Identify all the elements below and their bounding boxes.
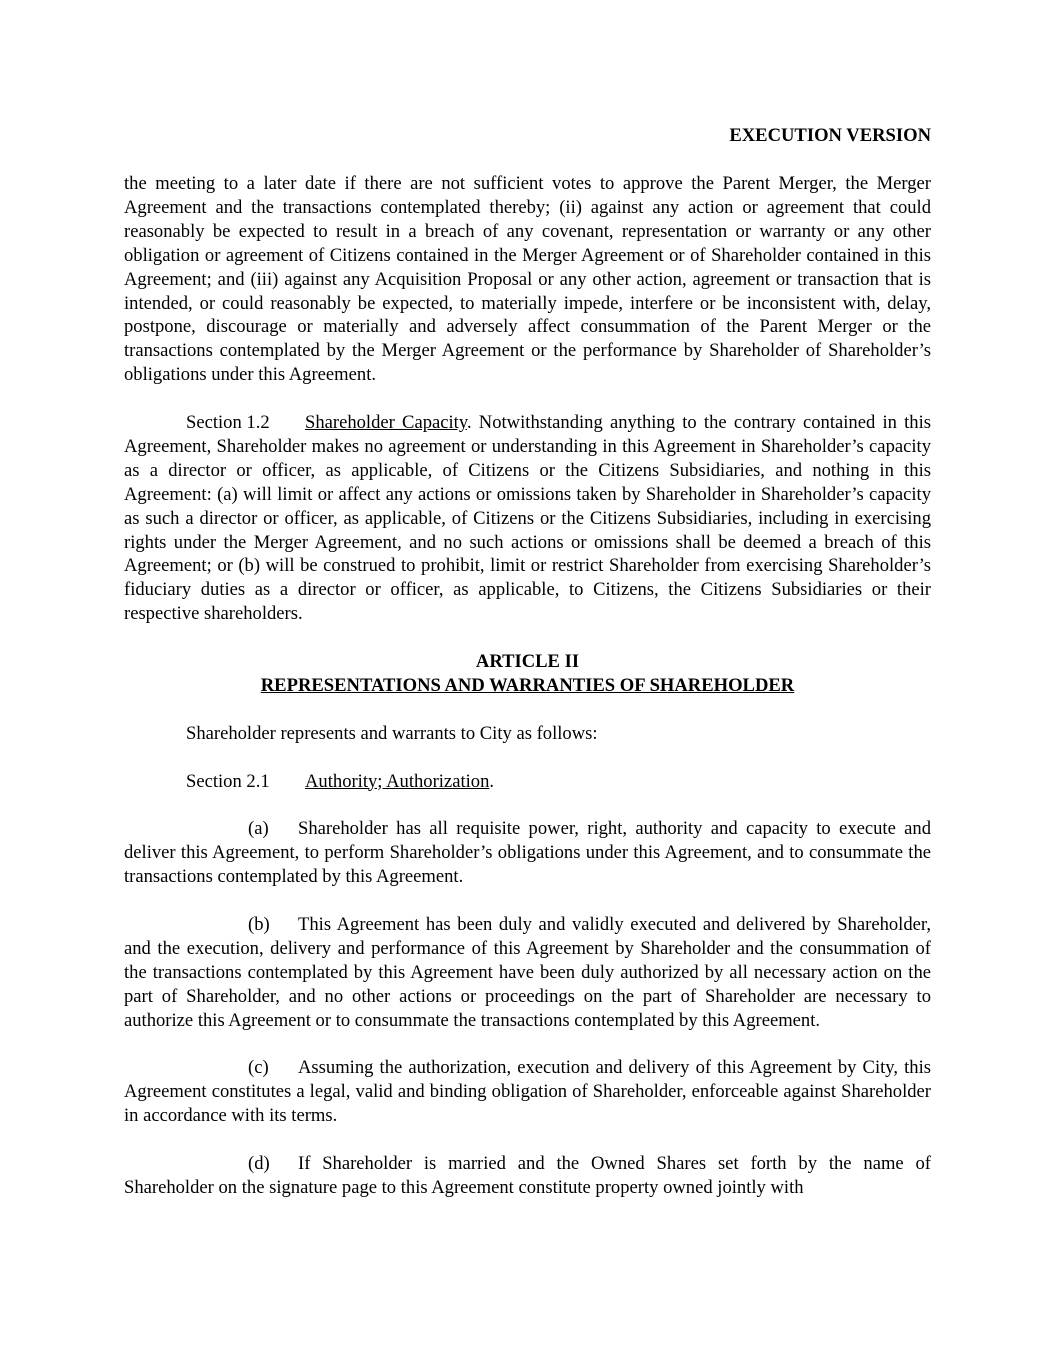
section-1-2-text: . Notwithstanding anything to the contrary contained in this Agreement, Shareholder makes no agreement or understanding in this Agreement in Shareholder’s capacity as a director or officer, as applicable, of Citizens or the Citizens Subsidiaries, and nothing in this Agreement: (a) will limit or affect any actions or omissions taken by Shareholder in Shareholder’s capacity as such a director or officer, as applicable, of Citizens or the Citizens Subsidiaries, including in exercising rights under the Merger Agreement, and no such actions or omissions shall be deemed a breach of this Agreement; or (b) will be construed to prohibit, limit or restrict Shareholder from exercising Shareholder’s fiduciary duties as a director or officer, as applicable, to Citizens, the Citizens Subsidiaries or their respective shareholders. [124,412,931,625]
subsection-a-text: Shareholder has all requisite power, right, authority and capacity to execute and deliver this Agreement, to perform Shareholder’s obligations under this Agreement, and to consummate the transactions contemplated by this Agreement. [124,818,931,888]
article-intro: Shareholder represents and warrants to City as follows: [186,722,598,744]
section-2-1-number: Section 2.1 [186,770,270,792]
article-number: ARTICLE II [475,651,580,673]
section-2-1-heading [124,770,931,794]
subsection-c [124,1056,931,1128]
paragraph-continuation: the meeting to a later date if there are not sufficient votes to approve the Parent Merger, the Merger Agreement and the transactions contemplated thereby; (ii) against any action or agreement that could reasonably be expected to result in a breach of any covenant, representation or warranty or any other obligation or agreement of Citizens contained in the Merger Agreement or of Shareholder contained in this Agreement; and (iii) against any Acquisition Proposal or any other action, agreement or transaction that is intended, or could reasonably be expected, to materially impede, interfere or be inconsistent with, delay, postpone, discourage or materially and adversely affect consummation of the Parent Merger or the transactions contemplated by the Merger Agreement or the performance by Shareholder of Shareholder’s obligations under this Agreement. [124,173,931,386]
document-body [124,172,931,1200]
article-title: REPRESENTATIONS AND WARRANTIES OF SHAREHOLDER [260,675,795,696]
subsection-c-text: Assuming the authorization, execution and delivery of this Agreement by City, this Agreement constitutes a legal, valid and binding obligation of Shareholder, enforceable against Shareholder in accordance with its terms. [124,1057,931,1127]
section-1-2-paragraph [124,411,931,626]
subsection-b [124,913,931,1033]
section-2-1-title: Authority; Authorization [305,770,490,792]
subsection-d [124,1152,931,1200]
section-1-2-title: Shareholder Capacity [305,412,467,434]
subsection-a-label: (a) [248,818,269,840]
subsection-d-label: (d) [248,1153,270,1175]
subsection-b-text: This Agreement has been duly and validly executed and delivered by Shareholder, and the execution, delivery and performance of this Agreement by Shareholder and the consummation of the transactions contemplated by this Agreement have been duly authorized by all necessary action on the part of Shareholder, and no other actions or proceedings on the part of Shareholder are necessary to authorize this Agreement or to consummate the transactions contemplated by this Agreement. [124,914,931,1031]
subsection-d-text: If Shareholder is married and the Owned Shares set forth by the name of Shareholder on the signature page to this Agreement constitute property owned jointly with [124,1153,931,1198]
subsection-a [124,817,931,889]
section-1-2-number: Section 1.2 [186,412,270,434]
subsection-b-label: (b) [248,914,270,935]
subsection-c-label: (c) [248,1057,269,1079]
execution-version-label: EXECUTION VERSION [729,125,931,146]
section-2-1-suffix: . [489,770,495,792]
